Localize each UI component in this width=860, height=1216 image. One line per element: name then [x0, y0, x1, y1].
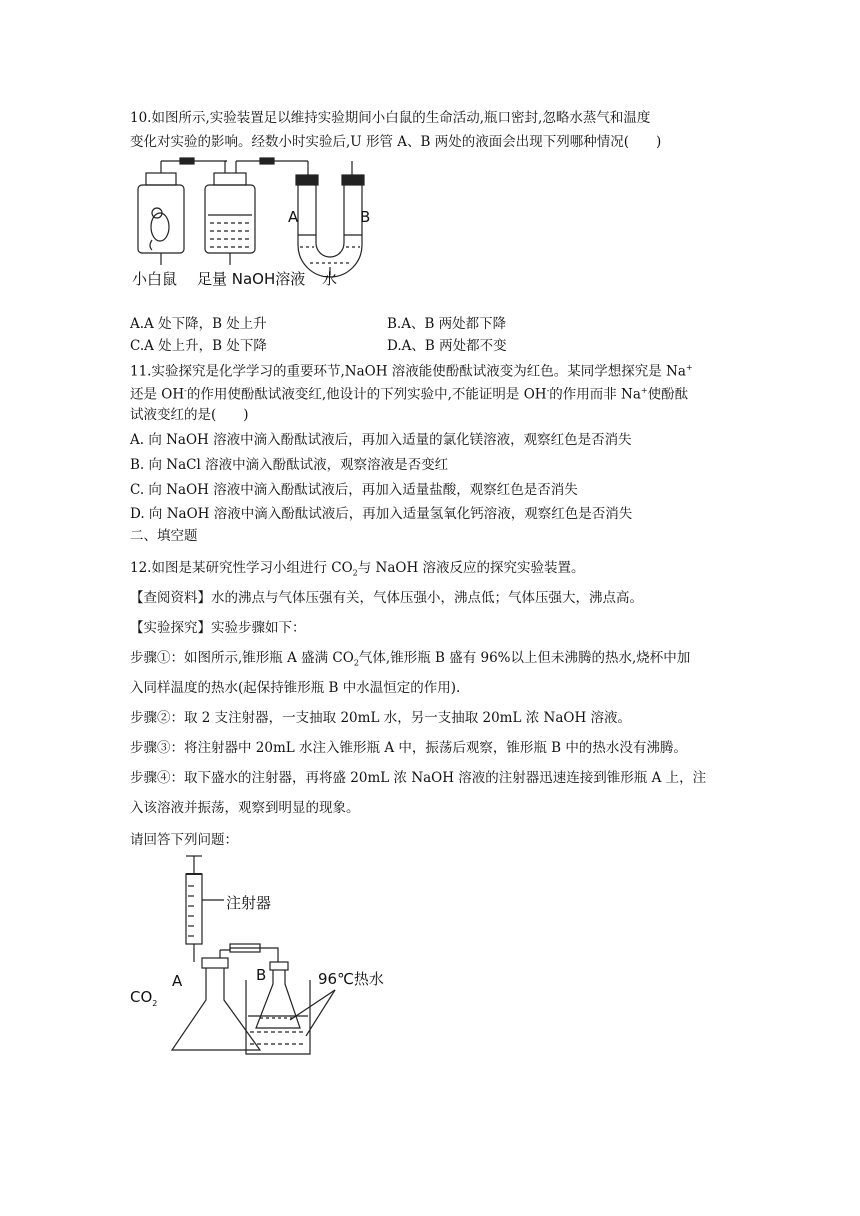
q10-label-b: B	[360, 208, 371, 226]
q11-text-line1	[130, 358, 693, 382]
q10-label-naoh: 足量 NaOH溶液	[197, 270, 306, 288]
q12-step1-sub: 2	[353, 658, 359, 668]
q11-line2-post: 的作用而非 Na	[549, 386, 641, 403]
q11-option-d: D. 向 NaOH 溶液中滴入酚酞试液后，再加入适量氢氧化钙溶液，观察红色是否消失	[130, 506, 633, 522]
q12-label-co2-text: CO	[130, 988, 153, 1006]
q12-explore: 【实验探究】实验步骤如下：	[130, 620, 306, 636]
q11-line1-text: 11.实验探究是化学学习的重要环节,NaOH 溶液能使酚酞试液变为红色。某同学想探究是 Na	[130, 363, 686, 380]
q12-intro-post: 与 NaOH 溶液反应的探究实验装置。	[357, 560, 585, 576]
q10-option-b: B.A、B 两处都下降	[387, 316, 507, 332]
section-heading-fill-blank: 二、填空题	[130, 528, 198, 544]
q12-info: 【查阅资料】水的沸点与气体压强有关，气体压强小，沸点低；气体压强大，沸点高。	[130, 590, 643, 606]
q10-label-a: A	[288, 208, 299, 226]
q12-apparatus-figure	[130, 850, 410, 1060]
q12-label-b: B	[256, 966, 267, 984]
q12-ask: 请回答下列问题：	[130, 832, 238, 848]
q10-option-a: A.A 处下降，B 处上升	[130, 316, 267, 332]
q12-label-hot-water: 96℃热水	[318, 970, 384, 988]
q11-text-line3: 试液变红的是( )	[130, 407, 249, 423]
q11-sup-plus-1: +	[685, 363, 693, 372]
q11-option-b: B. 向 NaCl 溶液中滴入酚酞试液，观察溶液是否变红	[130, 457, 449, 473]
q11-line2-mid: 的作用使酚酞试液变红,他设计的下列实验中,不能证明是 OH	[186, 386, 547, 403]
q12-intro	[130, 558, 585, 584]
q12-step2: 步骤②：取 2 支注射器，一支抽取 20mL 水，另一支抽取 20mL 浓 NaOH 溶液。	[130, 710, 632, 726]
q12-intro-pre: 12.如图是某研究性学习小组进行 CO	[130, 560, 353, 576]
q11-option-a: A. 向 NaOH 溶液中滴入酚酞试液后，再加入适量的氯化镁溶液，观察红色是否消失	[130, 432, 632, 448]
q12-step1-line2: 入同样温度的热水(起保持锥形瓶 B 中水温恒定的作用).	[130, 680, 461, 696]
q10-text-line1: 10.如图所示,实验装置足以维持实验期间小白鼠的生命活动,瓶口密封,忽略水蒸气和温度	[130, 110, 651, 126]
q12-label-co2	[130, 988, 157, 1008]
q11-line2-end: 使酚酞	[647, 386, 689, 403]
q12-step3: 步骤③：将注射器中 20mL 水注入锥形瓶 A 中，振荡后观察，锥形瓶 B 中的热水没有沸腾。	[130, 740, 687, 756]
q12-step4-line2: 入该溶液并振荡，观察到明显的现象。	[130, 800, 360, 816]
q12-step4-line1: 步骤④：取下盛水的注射器，再将盛 20mL 浓 NaOH 溶液的注射器迅速连接到锥形瓶 A 上，注	[130, 770, 707, 786]
q10-label-water: 水	[322, 270, 338, 288]
q12-intro-sub: 2	[352, 568, 358, 578]
q10-text-line2: 变化对实验的影响。经数小时实验后,U 形管 A、B 两处的液面会出现下列哪种情况( )	[130, 134, 662, 150]
q12-label-co2-sub: 2	[152, 999, 158, 1008]
q12-label-a: A	[172, 972, 183, 990]
q12-label-syringe: 注射器	[226, 894, 272, 912]
q12-step1-post: 气体,锥形瓶 B 盛有 96%以上但未沸腾的热水,烧杯中加	[358, 650, 691, 666]
q12-step1-line1	[130, 648, 690, 674]
q11-line2-pre: 还是 OH	[130, 386, 185, 403]
q11-sup-plus-2: +	[640, 386, 648, 395]
q11-option-c: C. 向 NaOH 溶液中滴入酚酞试液后，再加入适量盐酸，观察红色是否消失	[130, 482, 578, 498]
q10-label-mouse: 小白鼠	[132, 270, 178, 288]
q11-text-line2	[130, 381, 688, 405]
q12-step1-pre: 步骤①：如图所示,锥形瓶 A 盛满 CO	[130, 650, 354, 666]
q11-sup-minus-1: -	[184, 386, 187, 395]
q11-sup-minus-2: -	[546, 386, 550, 395]
q10-option-c: C.A 处上升，B 处下降	[130, 338, 267, 354]
q10-option-d: D.A、B 两处都不变	[387, 338, 507, 354]
